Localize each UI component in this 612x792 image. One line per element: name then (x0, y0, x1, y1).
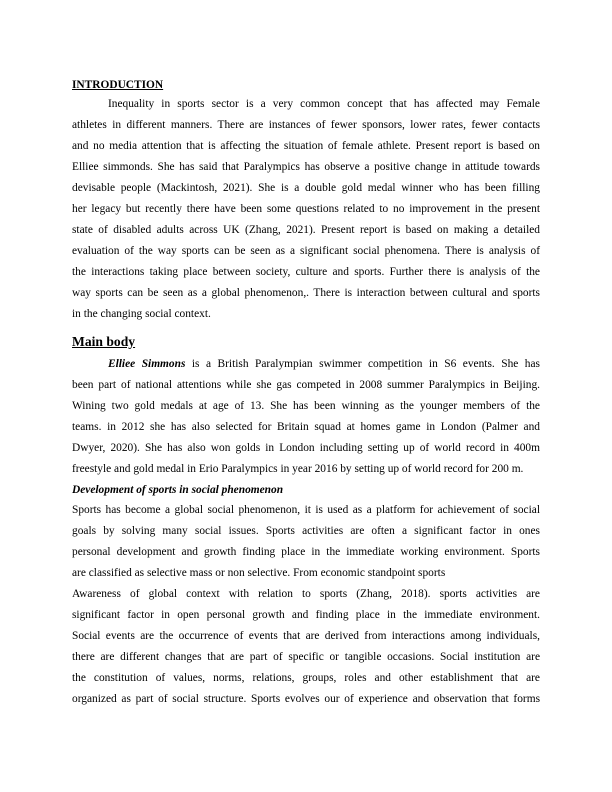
text-line: been part of national attentions while she gas competed in 2008 summer Paralympics in Beijing. (72, 379, 540, 391)
introduction-paragraph (72, 94, 540, 325)
text-line: significant factor in open personal growth and finding place in the immediate environment. (72, 609, 540, 621)
text-line: and no media attention that is affecting the situation of female athlete. Present report is based on (72, 140, 540, 152)
text-line: freestyle and gold medal in Erio Paralympics in year 2016 by setting up of world record for 200 m. (72, 463, 524, 475)
text-line: there are different changes that are part of specific or tangible occasions. Social institution are (72, 651, 540, 663)
text-line: goals by solving many social issues. Sports activities are often a significant factor in ones (72, 525, 540, 537)
text-line: teams. in 2012 she has also selected for Britain squad at homes game in London (Palmer and (72, 421, 540, 433)
text-line: state of disabled adults across UK (Zhang, 2021). Present report is based on making a detailed (72, 224, 540, 236)
text-line: devisable people (Mackintosh, 2021). She is a double gold medal winner who has been filling (72, 182, 540, 194)
text-line: Wining two gold medals at age of 13. She has been winning as the younger members of the (72, 400, 540, 412)
development-paragraph-2 (72, 584, 540, 710)
main-body-paragraph (72, 354, 540, 480)
text-line: Awareness of global context with relation to sports (Zhang, 2018). sports activities are (72, 588, 540, 600)
text-line: Social events are the occurrence of events that are derived from interactions among individuals, (72, 630, 540, 642)
text-line: the interactions taking place between society, culture and sports. Further there is analysis of the (72, 266, 540, 278)
text-line: are classified as selective mass or non selective. From economic standpoint sports (72, 567, 446, 579)
text-line (72, 354, 540, 375)
text-line: in the changing social context. (72, 308, 211, 320)
development-heading: Development of sports in social phenomenon (72, 484, 284, 496)
text-line: personal development and growth finding place in the immediate working environment. Sports (72, 546, 540, 558)
development-paragraph-1 (72, 500, 540, 584)
athlete-name: Elliee Simmons (108, 358, 186, 370)
text-line: Elliee simmonds. She has said that Paralympics has observe a positive change in attitude towards (72, 161, 540, 173)
text-line: her legacy but recently there have been some questions related to no improvement in the present (72, 203, 540, 215)
text-line: athletes in different manners. There are instances of fewer sponsors, lower rates, fewer contacts (72, 119, 540, 131)
text-line: organized as part of social structure. Sports evolves our of experience and observation that forms (72, 693, 540, 705)
main-body-heading: Main body (72, 334, 136, 349)
text-line: Dwyer, 2020). She has also won golds in London including setting up of world record in 400m (72, 442, 540, 454)
text-line: the constitution of values, norms, relations, groups, roles and other establishment that are (72, 672, 540, 684)
text-run: is a British Paralympian swimmer competition in S6 events. She has (185, 358, 540, 370)
text-line: evaluation of the way sports can be seen as a significant social phenomena. There is analysis of (72, 245, 540, 257)
text-line: Sports has become a global social phenomenon, it is used as a platform for achievement of social (72, 504, 540, 516)
text-line: way sports can be seen as a global phenomenon,. There is interaction between cultural and sports (72, 287, 540, 299)
introduction-heading: INTRODUCTION (72, 79, 164, 91)
text-line: Inequality in sports sector is a very common concept that has affected may Female (108, 98, 540, 110)
